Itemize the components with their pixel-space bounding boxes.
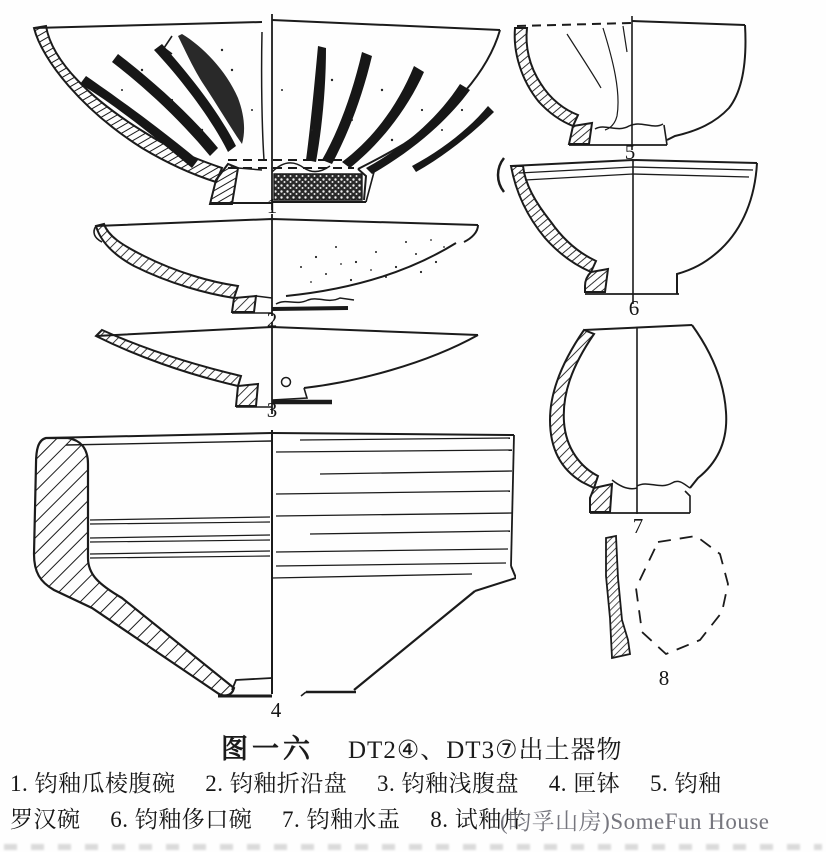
vessel-6-figure	[503, 154, 767, 306]
figure-caption	[0, 727, 826, 766]
vessel-7-number: 7	[632, 514, 644, 538]
vessel-6-number: 6	[628, 296, 640, 320]
catalog-line-2: 罗汉碗 6. 钧釉侈口碗 7. 钧釉水盂 8. 试釉片	[10, 807, 526, 832]
vessel-4-wheel-lines-right	[272, 438, 512, 578]
vessel-8-drawing	[596, 532, 742, 664]
watermark-text: (昀孚山房)SomeFun House	[500, 809, 770, 834]
vessel-1-number: 1	[266, 194, 278, 218]
vessel-4-figure	[20, 428, 516, 710]
vessel-2-drawing	[86, 212, 486, 318]
vessel-5-number: 5	[624, 140, 636, 164]
vessel-3-number: 3	[266, 398, 278, 422]
vessel-4-wheel-lines-left	[90, 517, 270, 558]
vessel-2-number: 2	[266, 308, 278, 332]
figure-title: DT2④、DT3⑦出土器物	[348, 737, 623, 764]
vessel-1-outline	[34, 14, 504, 210]
vessel-1-drawing	[22, 10, 514, 220]
vessel-2-outline	[94, 214, 478, 316]
vessel-5-drawing	[505, 12, 750, 154]
vessel-5-outline	[515, 16, 746, 150]
vessel-8-number: 8	[658, 666, 670, 690]
vessel-8-figure	[596, 532, 742, 664]
vessel-7-outline	[550, 325, 726, 514]
vessel-6-outline	[511, 160, 757, 304]
vessel-2-figure	[86, 212, 486, 318]
figure-label: 图一六	[221, 734, 314, 764]
catalog-line-1: 1. 钧釉瓜棱腹碗 2. 钧釉折沿盘 3. 钧釉浅腹盘 4. 匣钵 5. 钧釉	[10, 771, 722, 796]
scan-artifact-strip	[4, 844, 822, 850]
vessel-6-drawing	[503, 154, 767, 306]
vessel-1-figure	[22, 10, 514, 220]
vessel-4-number: 4	[270, 698, 282, 722]
vessel-4-drawing	[20, 428, 516, 710]
vessel-5-figure	[505, 12, 750, 154]
vessel-7-drawing	[540, 318, 732, 522]
vessel-8-outline	[606, 536, 728, 658]
vessel-4-outline	[34, 430, 516, 696]
vessel-7-figure	[540, 318, 732, 522]
vessel-1-glaze-lobes	[80, 34, 494, 174]
